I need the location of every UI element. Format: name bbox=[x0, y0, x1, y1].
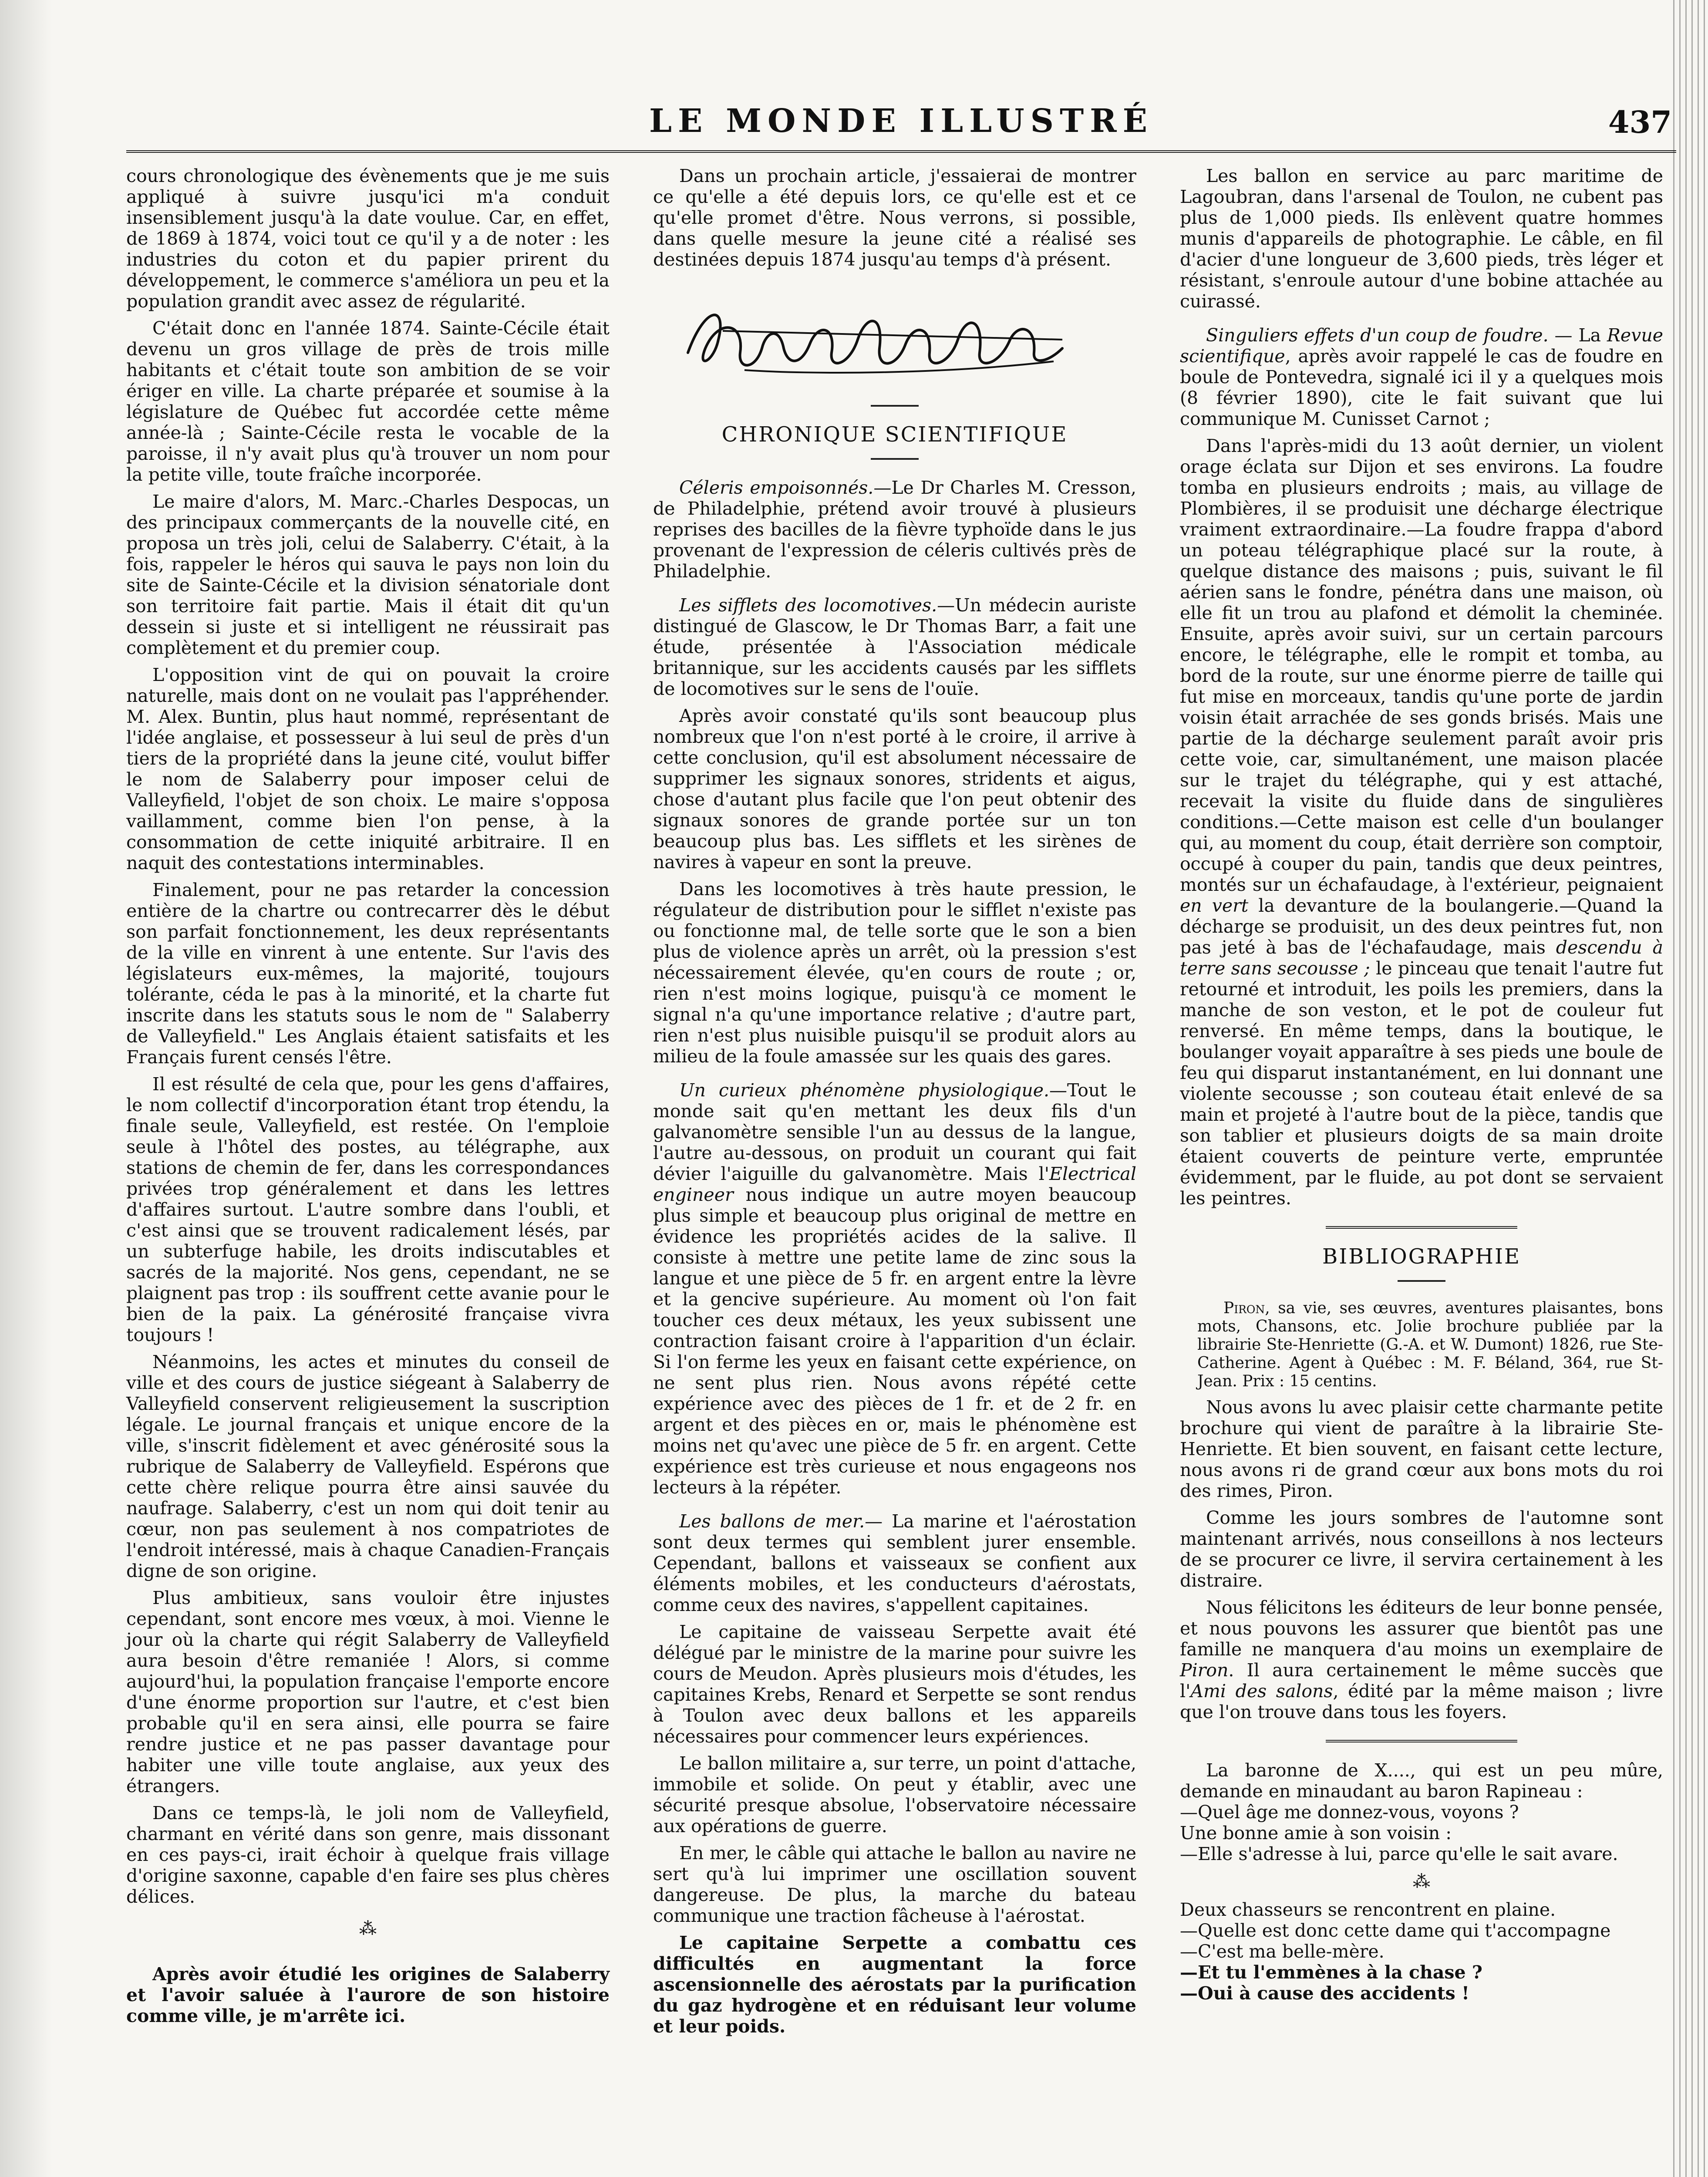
paragraph: Finalement, pour ne pas retarder la concession entière de la chartre ou contrecarrer dès le début son parfait fonctionnement, les deux représentants de la ville en vinrent à une entente. Sur l'avis des législateurs eux-mêmes, la majorité, toujours tolérante, céda le pas à la minorité, et la charte fut inscrite dans les statuts sous le nom de " Salaberry de Valleyfield." Les Anglais étaient satisfaits et les Français furent censés l'être. bbox=[126, 880, 610, 1068]
item-text: le pinceau que tenait l'autre fut retourné et introduit, les poils les premiers, dans la manche de son veston, et le pot de couleur fut renversé. En même temps, dans la boutique, le boulanger voyait apparaître à ses pieds une boule de feu qui disparut instantanément, en lui donnant une violente secousse ; son couteau était enlevé de sa main et projeté à l'autre bout de la pièce, tandis que son tablier et plusieurs doigts de sa main droite étaient couverts de peinture verte, empruntée évidemment, par le fluide, au pot dont se servaient les peintres. bbox=[1180, 958, 1664, 1209]
signature-image bbox=[679, 287, 1071, 388]
item-text: . Il aura certainement le même succès que l' bbox=[1180, 1660, 1663, 1702]
column-2 bbox=[653, 165, 1136, 2043]
article-item bbox=[653, 1511, 1136, 1615]
paragraph: Néanmoins, les actes et minutes du conseil de ville et des cours de justice siégeant à Salaberry de Valleyfield conservent religieusement la suscription légale. Le journal français et unique encore de la ville, s'inscrit fidèlement et avec générosité sous la rubrique de Salaberry de Valleyfield. Espérons que cette chère relique pourra être ainsi sauvée du naufrage. Salaberry, c'est un nom qui doit tenir au cœur, non pas seulement à nos compatriotes de l'endroit intéressé, mais à chaque Canadien-Français digne de son origine. bbox=[126, 1351, 610, 1581]
anecdote-line: —Quel âge me donnez-vous, voyons ? bbox=[1180, 1802, 1519, 1823]
anecdote-line: La baronne de X...., qui est un peu mûre, demande en minaudant au baron Rapineau : bbox=[1180, 1760, 1663, 1802]
item-text: —Le Dr Charles M. Cresson, de Philadelphie, prétend avoir trouvé à plusieurs reprises des bacilles de la fièvre typhoïde dans le jus provenant de l'expression de céleris cultivés près de Philadelphie. bbox=[653, 477, 1136, 582]
paragraph: Nous avons lu avec plaisir cette charmante petite brochure qui vient de paraître à la librairie Ste-Henriette. Et bien souvent, en faisant cette lecture, nous avons ri de grand cœur aux bons mots du roi des rimes, Piron. bbox=[1180, 1397, 1663, 1501]
section-rule bbox=[1326, 1226, 1517, 1229]
paragraph: Après avoir constaté qu'ils sont beaucoup plus nombreux que l'on n'est porté à le croire, il arrive à cette conclusion, qu'il est absolument nécessaire de supprimer les signaux sonores, stridents et aigus, chose d'autant plus facile que l'on peut obtenir des signaux sonores de grande portée sur un ton beaucoup plus bas. Les sifflets et les sirènes de navires à vapeur en sont la preuve. bbox=[653, 705, 1136, 873]
article-item bbox=[653, 595, 1136, 699]
paragraph: cours chronologique des évènements que je me suis appliqué à suivre jusqu'ici m'a conduit insensiblement jusqu'à la date voulue. Car, en effet, de 1869 à 1874, voici tout ce qu'il y a de noter : les industries du coton et du papier prirent du développement, le commerce s'améliora un peu et la population grandit avec assez de régularité. bbox=[126, 165, 610, 312]
journal-title: Electrical engineer bbox=[653, 1163, 1136, 1205]
anecdote-line: —Quelle est donc cette dame qui t'accompagne bbox=[1180, 1920, 1611, 1941]
asterism-divider: ⁂ bbox=[359, 1919, 377, 1939]
column-3 bbox=[1180, 165, 1663, 2004]
item-text: —Tout le monde sait qu'en mettant les deux fils d'un galvanomètre sensible l'un au dessus de la langue, l'autre au-dessous, on produit un courant qui fait dévier l'aiguille du galvanomètre. Mais l' bbox=[653, 1080, 1137, 1184]
item-text: , édité par la même maison ; livre que l'on trouve dans tous les foyers. bbox=[1180, 1681, 1663, 1722]
paragraph: C'était donc en l'année 1874. Sainte-Cécile était devenu un gros village de près de trois mille habitants et c'était toute son ambition de se voir ériger en ville. La charte préparée et soumise à la législature de Québec fut accordée cette même année-là ; Sainte-Cécile resta le vocable de la paroisse, il n'y avait plus qu'à trouver un nom pour la petite ville, toute fraîche incorporée. bbox=[126, 318, 610, 485]
anecdote-line: —Oui à cause des accidents ! bbox=[1180, 1983, 1470, 2004]
anecdote-2 bbox=[1180, 1899, 1663, 2004]
item-text: — La marine et l'aérostation sont deux termes qui semblent jurer ensemble. Cependant, ballons et vaisseaux se confient aux éléments mobiles, et les conducteurs d'aérostats, comme ceux des navires, s'appellent capitaines. bbox=[653, 1511, 1137, 1615]
item-title: Singuliers effets d'un coup de foudre. bbox=[1206, 325, 1549, 346]
item-text: la devanture de la boulangerie.—Quand la décharge se produisit, un des deux peintres fut, non pas jeté à bas de l'échafaudage, mais bbox=[1180, 895, 1663, 958]
item-text: Nous félicitons les éditeurs de leur bonne pensée, et nous pouvons les assurer que bientôt pas une famille ne manquera d'au moins un exemplaire de bbox=[1180, 1597, 1663, 1660]
anecdote-line: —Elle s'adresse à lui, parce qu'elle le sait avare. bbox=[1180, 1843, 1618, 1864]
paragraph: Le capitaine Serpette a combattu ces difficultés en augmentant la force ascensionnelle des aérostats par la purification du gaz hydrogène et en réduisant leur volume et leur poids. bbox=[653, 1932, 1136, 2037]
paragraph: Il est résulté de cela que, pour les gens d'affaires, le nom collectif d'incorporation étant trop étendu, la finale seule, Valleyfield, est restée. On l'emploie seule à l'hôtel des postes, au télégraphe, aux stations de chemin de fer, dans les correspondances privées trop généralement et dans les lettres d'affaires surtout. L'autre sombre dans l'oubli, et c'est ainsi que se trouvent radicalement lésés, par un subterfuge habile, les droits indiscutables et sacrés de la majorité. Nos gens, cependant, ne se plaignent pas trop : ils souffrent cette avanie pour le bien de la paix. La générosité française vivra toujours ! bbox=[126, 1074, 610, 1345]
paragraph: En mer, le câble qui attache le ballon au navire ne sert qu'à lui imprimer une oscillation souvent dangereuse. De plus, la marche du bateau communique une traction fâcheuse à l'aérostat. bbox=[653, 1843, 1136, 1926]
anecdote-line: Une bonne amie à son voisin : bbox=[1180, 1823, 1452, 1843]
emphasis: Ami des salons bbox=[1190, 1681, 1333, 1702]
anecdote-line: —C'est ma belle-mère. bbox=[1180, 1941, 1385, 1962]
closing-paragraph: Après avoir étudié les origines de Salaberry et l'avoir saluée à l'aurore de son histoire comme ville, je m'arrête ici. bbox=[126, 1964, 610, 2026]
anecdote-line: Deux chasseurs se rencontrent en plaine. bbox=[1180, 1899, 1556, 1920]
item-title: Céleris empoisonnés. bbox=[679, 477, 874, 498]
paragraph: L'opposition vint de qui on pouvait la croire naturelle, mais dont on ne voulait pas l'appréhender. M. Alex. Buntin, plus haut nommé, représentant de l'idée anglaise, et possesseur à lui seul de près d'un tiers de la propriété dans la jeune cité, voulut biffer le nom de Salaberry pour imposer celui de Valleyfield, l'objet de son choix. Le maire s'opposa vaillamment, comme bien l'on pense, à la consommation de cette iniquité arbitraire. Il en naquit des contestations interminables. bbox=[126, 664, 610, 873]
article-item bbox=[653, 1080, 1136, 1498]
paragraph: Le capitaine de vaisseau Serpette avait été délégué par le ministre de la marine pour suivre les cours de Meudon. Après plusieurs mois d'études, les capitaines Krebs, Renard et Serpette se sont rendus à Toulon avec deux ballons et les appareils nécessaires pour commencer leurs expériences. bbox=[653, 1621, 1136, 1747]
biblio-author: Piron bbox=[1223, 1299, 1265, 1317]
column-1 bbox=[126, 165, 610, 2032]
item-title: Un curieux phénomène physiologique. bbox=[679, 1080, 1050, 1101]
article-item bbox=[653, 477, 1136, 582]
author-signature bbox=[653, 287, 1136, 396]
page-gutter bbox=[0, 0, 52, 2177]
paragraph: Comme les jours sombres de l'automne sont maintenant arrivés, nous conseillons à nos lecteurs de se procurer ce livre, il servira certainement à les distraire. bbox=[1180, 1507, 1663, 1591]
paragraph: Plus ambitieux, sans vouloir être injustes cependant, sont encore mes vœux, à moi. Vienne le jour où la charte qui régit Salaberry de Valleyfield aura besoin d'être remaniée ! Alors, si comme aujourd'hui, la population française l'emporte encore d'une énorme proportion sur l'autre, et c'est bien probable qu'il en sera ainsi, elle pourra se faire rendre justice et ne pas passer davantage pour habiter une ville toute anglaise, aux yeux des étrangers. bbox=[126, 1587, 610, 1796]
item-title: Les sifflets des locomotives. bbox=[679, 595, 937, 616]
section-rule bbox=[871, 458, 919, 460]
item-title: Les ballons de mer. bbox=[679, 1511, 865, 1532]
paragraph: Dans un prochain article, j'essaierai de montrer ce qu'elle a été depuis lors, ce qu'elle est et ce qu'elle promet d'être. Nous verrons, si possible, dans quelle mesure la jeune cité a réalisé ses destinées depuis 1874 jusqu'au temps d'à présent. bbox=[653, 165, 1136, 270]
item-text: nous indique un autre moyen beaucoup plus simple et beaucoup plus original de mettre en évidence les propriétés acides de la salive. Il consiste à mettre une petite lame de zinc sous la langue et une pièce de 5 fr. en argent entre la lèvre et la gencive supérieure. Au moment où l'on fait toucher ces deux métaux, les yeux subissent une contraction faisant croire à l'apparition d'un éclair. Si l'on ferme les yeux en faisant cette expérience, on ne sent plus rien. Nous avons répété cette expérience avec des pièces de 1 fr. et de 2 fr. en argent et des pièces en or, mais le phénomène est moins net qu'avec une pièce de 5 fr. en argent. Cette expérience est très curieuse et nous engageons nos lecteurs à la répéter. bbox=[653, 1184, 1136, 1498]
item-text: Dans l'après-midi du 13 août dernier, un violent orage éclata sur Dijon et ses environs. La foudre tomba en plusieurs endroits ; mais, au village de Plombières, il se produisit une décharge électrique vraiment extraordinaire.—La foudre frappa d'abord un poteau télégraphique placé sur la route, à quelque distance des maisons ; puis, suivant le fil aérien sans le fondre, pénétra dans une maison, où elle fit un trou au plafond et démolit la cheminée. Ensuite, après avoir suivi, sur un certain parcours encore, le télégraphe, elle le rompit et tomba, au bord de la route, sur une énorme pierre de taille qui fut mise en morceaux, tandis qu'une porte de jardin voisin était arrachée de ses gonds brisés. Mais une partie de la décharge seulement paraît avoir pris cette voie, car, simultanément, une maison placée sur le trajet du télégraphe, qui y est attaché, recevait la visite du fluide dans de singulières conditions.—Cette maison est celle d'un boulanger qui, au moment du coup, était derrière son comptoir, occupé à couper du pain, tandis que deux peintres, montés sur un échafaudage, à l'extérieur, peignaient bbox=[1180, 435, 1663, 895]
emphasis: Piron bbox=[1180, 1660, 1229, 1681]
paragraph bbox=[1180, 1597, 1663, 1722]
section-rule bbox=[1398, 1280, 1445, 1282]
paragraph: Les ballon en service au parc maritime de Lagoubran, dans l'arsenal de Toulon, ne cubent pas plus de 1,000 pieds. Ils enlèvent quatre hommes munis d'appareils de photographie. Le câble, en fil d'acier d'une longueur de 3,600 pieds, très léger et résistant, s'enroule autour d'une bobine attachée au cuirassé. bbox=[1180, 165, 1663, 312]
item-text: , après avoir rappelé le cas de foudre en boule de Pontevedra, signalé ici il y a quelques mois (8 février 1890), cite le fait suivant que lui communique M. Cunisset Carnot ; bbox=[1180, 346, 1663, 429]
emphasis: en vert bbox=[1180, 895, 1249, 916]
emphasis: descendu à terre sans secousse ; bbox=[1180, 937, 1663, 979]
section-rule bbox=[871, 405, 919, 407]
paragraph: Dans les locomotives à très haute pression, le régulateur de distribution pour le sifflet n'existe pas ou fonctionne mal, de telle sorte que le son a bien plus de violence après un arrêt, où la pression s'est nécessairement élevée, qu'en cours de route ; or, rien n'est moins logique, puisqu'à ce moment le signal n'a qu'une importance relative ; d'autre part, rien n'est plus nuisible puisqu'il se produit alors au milieu de la foule amassée sur les quais des gares. bbox=[653, 879, 1136, 1067]
page-edge bbox=[1673, 0, 1708, 2177]
section-heading: BIBLIOGRAPHIE bbox=[1322, 1244, 1521, 1269]
biblio-details: , sa vie, ses œuvres, aventures plaisantes, bons mots, Chansons, etc. Jolie brochure publiée par la librairie Ste-Henriette (G.-A. et W. Dumont) 1826, rue Ste-Catherine. Agent à Québec : M. F. Béland, 364, rue St-Jean. Prix : 15 centins. bbox=[1197, 1299, 1663, 1390]
anecdote-line: —Et tu l'emmènes à la chase ? bbox=[1180, 1962, 1482, 1983]
page-number: 437 bbox=[1608, 104, 1672, 140]
section-rule bbox=[1326, 1740, 1517, 1742]
bibliography-entry bbox=[1180, 1299, 1663, 1391]
page-header bbox=[126, 98, 1676, 153]
masthead-title: LE MONDE ILLUSTRÉ bbox=[649, 102, 1154, 140]
paragraph: Le maire d'alors, M. Marc.-Charles Despocas, un des principaux commerçants de la nouvelle cité, en proposa un très joli, celui de Salaberry. C'était, à la fois, rappeler le héros qui sauva le pays non loin du site de Sainte-Cécile et la division sénatoriale dont son territoire fait partie. Mais il était dit qu'un dessein si juste et si intelligent ne réussirait pas complètement et du premier coup. bbox=[126, 491, 610, 658]
item-text: —Un médecin auriste distingué de Glascow, le Dr Thomas Barr, a fait une étude, présentée à l'Association médicale britannique, sur les accidents causés par les sifflets de locomotives sur le sens de l'ouïe. bbox=[653, 595, 1136, 699]
paragraph: Dans ce temps-là, le joli nom de Valleyfield, charmant en vérité dans son genre, mais dissonant en ces pays-ci, irait échoir à quelque frais village d'origine saxonne, capable d'en faire ses plus chères délices. bbox=[126, 1803, 610, 1907]
journal-title: Revue scientifique bbox=[1180, 325, 1663, 367]
item-text: — La bbox=[1548, 325, 1607, 346]
section-heading: CHRONIQUE SCIENTIFIQUE bbox=[721, 422, 1068, 447]
article-item bbox=[1180, 325, 1663, 429]
asterism-divider: ⁂ bbox=[1413, 1872, 1430, 1892]
anecdote-1 bbox=[1180, 1760, 1663, 1864]
paragraph bbox=[1180, 435, 1663, 1209]
paragraph: Le ballon militaire a, sur terre, un point d'attache, immobile et solide. On peut y établir, avec une sécurité presque absolue, l'observatoire nécessaire aux opérations de guerre. bbox=[653, 1753, 1136, 1837]
